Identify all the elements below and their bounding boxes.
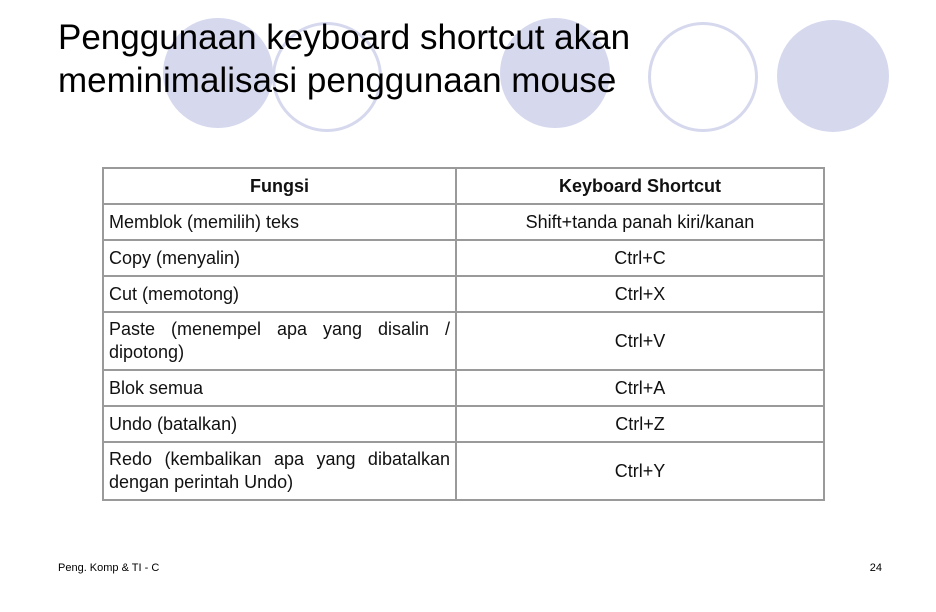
page-number: 24 bbox=[869, 562, 882, 574]
table-header-row bbox=[103, 168, 824, 204]
table-row bbox=[103, 276, 824, 312]
table-row bbox=[103, 370, 824, 406]
shortcut-cell: Ctrl+Y bbox=[456, 442, 824, 500]
fungsi-cell: Undo (batalkan) bbox=[103, 406, 456, 442]
footer-course-label: Peng. Komp & TI - C bbox=[58, 562, 160, 574]
shortcut-cell: Ctrl+C bbox=[456, 240, 824, 276]
decorative-circle-3 bbox=[777, 20, 889, 132]
table-row bbox=[103, 240, 824, 276]
table-row bbox=[103, 406, 824, 442]
fungsi-cell: Paste (menempel apa yang disalin / dipotong) bbox=[103, 312, 456, 370]
slide-title: Penggunaan keyboard shortcut akan meminimalisasi penggunaan mouse bbox=[58, 18, 631, 100]
column-header-shortcut: Keyboard Shortcut bbox=[456, 168, 824, 204]
fungsi-cell: Cut (memotong) bbox=[103, 276, 456, 312]
fungsi-cell: Redo (kembalikan apa yang dibatalkan dengan perintah Undo) bbox=[103, 442, 456, 500]
table-row bbox=[103, 204, 824, 240]
shortcut-table bbox=[102, 167, 825, 501]
shortcut-cell: Ctrl+Z bbox=[456, 406, 824, 442]
shortcut-cell: Shift+tanda panah kiri/kanan bbox=[456, 204, 824, 240]
table-row bbox=[103, 312, 824, 370]
fungsi-cell: Copy (menyalin) bbox=[103, 240, 456, 276]
fungsi-cell: Memblok (memilih) teks bbox=[103, 204, 456, 240]
fungsi-cell: Blok semua bbox=[103, 370, 456, 406]
shortcut-cell: Ctrl+A bbox=[456, 370, 824, 406]
shortcut-cell: Ctrl+V bbox=[456, 312, 824, 370]
column-header-fungsi: Fungsi bbox=[103, 168, 456, 204]
table-row bbox=[103, 442, 824, 500]
shortcut-cell: Ctrl+X bbox=[456, 276, 824, 312]
